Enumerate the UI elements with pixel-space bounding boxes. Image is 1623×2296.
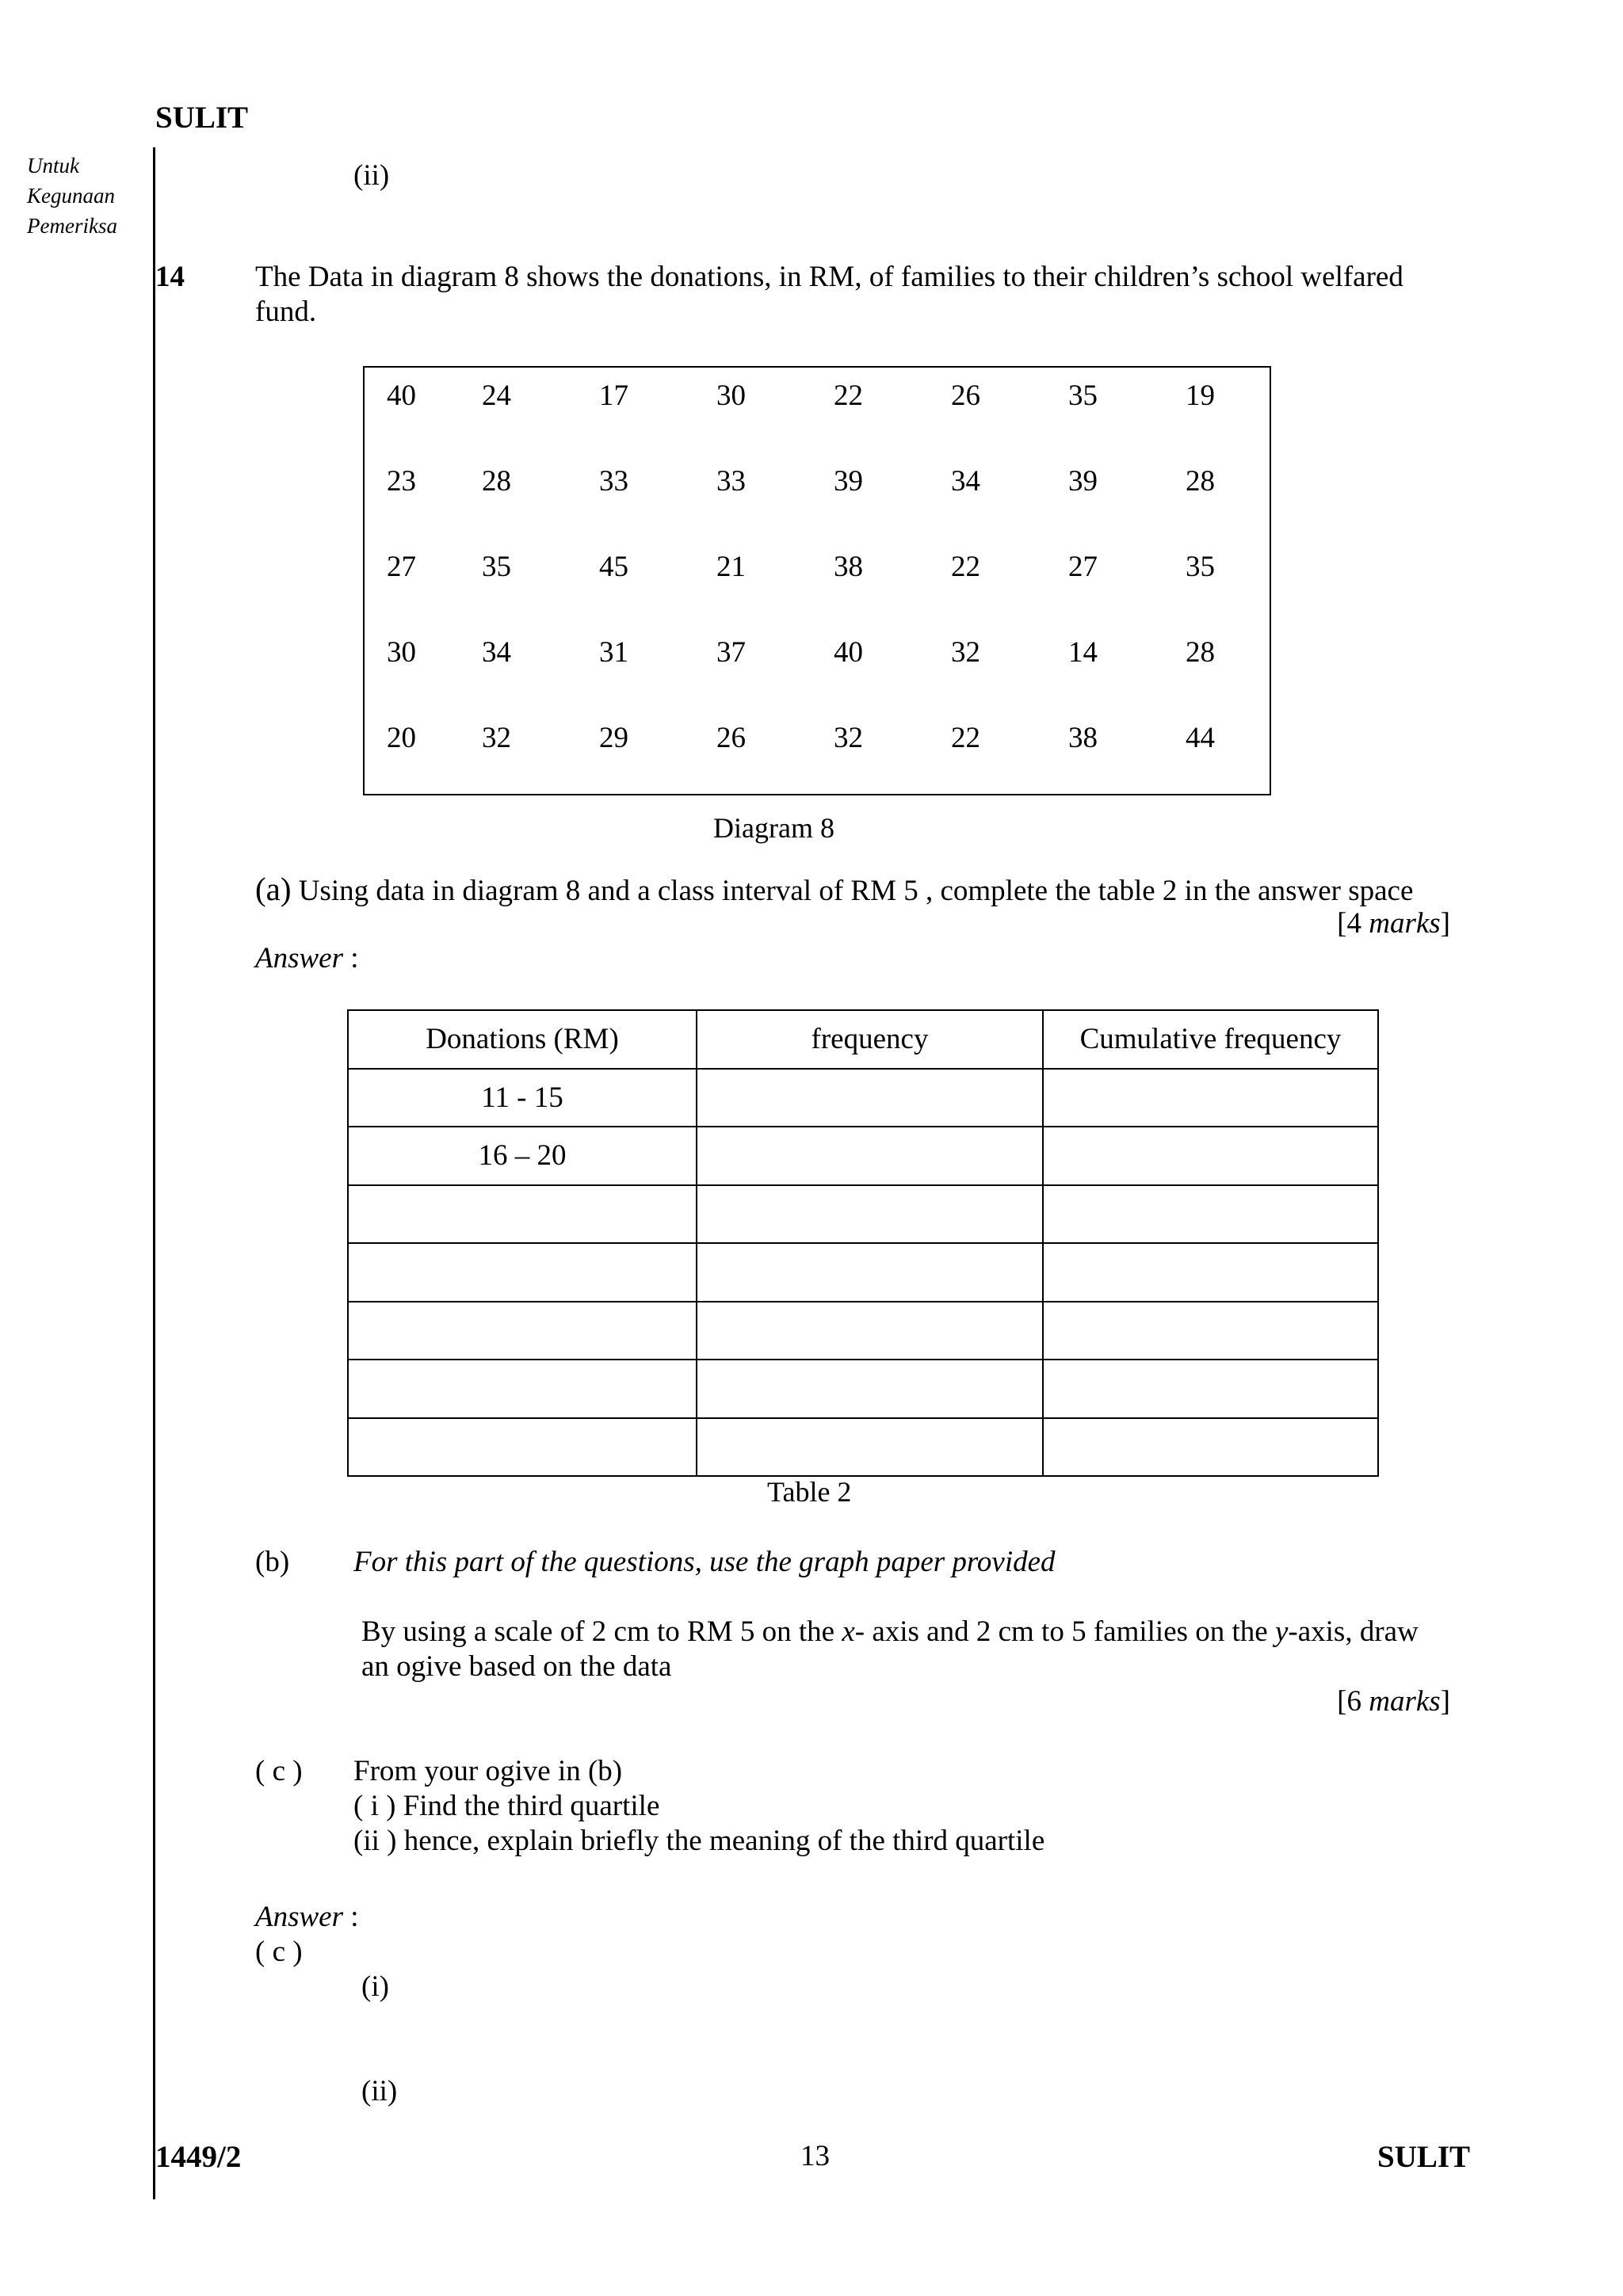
table-cell — [348, 1360, 697, 1418]
data-value: 29 — [599, 722, 628, 754]
data-value: 22 — [951, 551, 980, 583]
data-value: 32 — [834, 722, 863, 754]
table-header-cell: Donations (RM) — [348, 1010, 697, 1069]
table-row — [348, 1418, 1378, 1477]
answer-c-label: ( c ) — [255, 1936, 303, 1968]
data-value: 45 — [599, 551, 628, 583]
part-a-label: (a) — [255, 871, 292, 907]
data-value: 28 — [1186, 636, 1215, 669]
answer-c-ii-label: (ii) — [361, 2075, 398, 2107]
diagram-8-caption: Diagram 8 — [713, 812, 834, 844]
data-value: 39 — [1068, 465, 1098, 498]
data-value: 37 — [716, 636, 746, 669]
table-cell — [697, 1418, 1043, 1477]
data-value: 26 — [951, 379, 980, 412]
table-cell: 11 - 15 — [348, 1069, 697, 1127]
data-value: 32 — [951, 636, 980, 669]
table-cell — [1043, 1243, 1378, 1302]
answer-c-i-label: (i) — [361, 1970, 389, 2003]
table-cell — [697, 1302, 1043, 1360]
table-cell — [348, 1185, 697, 1244]
part-a-marks-close: ] — [1440, 907, 1450, 940]
part-c-line-3: (ii ) hence, explain briefly the meaning of the third quartile — [353, 1825, 1045, 1857]
data-value: 19 — [1186, 379, 1215, 412]
part-c-text — [353, 1754, 1044, 1859]
table-row — [348, 1127, 1378, 1185]
data-value: 30 — [716, 379, 746, 412]
table-row — [348, 1069, 1378, 1127]
table-cell — [348, 1243, 697, 1302]
table-cell — [697, 1243, 1043, 1302]
table-cell — [348, 1302, 697, 1360]
table-cell — [697, 1069, 1043, 1127]
answer-word: Answer — [255, 942, 343, 974]
margin-note-line-1: Untuk — [27, 154, 79, 177]
part-b-line-1-b: - axis and 2 cm to 5 families on the — [854, 1615, 1275, 1648]
table-2-caption: Table 2 — [767, 1476, 852, 1508]
data-value: 22 — [951, 722, 980, 754]
table-2 — [347, 1009, 1379, 1477]
part-a-instruction: Using data in diagram 8 and a class interval of RM 5 , complete the table 2 in the answer space — [298, 875, 1414, 907]
data-value: 23 — [387, 465, 416, 498]
table-cell — [697, 1127, 1043, 1185]
data-value: 31 — [599, 636, 628, 669]
part-c-answer-label — [255, 1900, 359, 1935]
data-value: 33 — [599, 465, 628, 498]
part-b-line-2: an ogive based on the data — [361, 1650, 672, 1683]
table-row — [348, 1302, 1378, 1360]
examiner-use-note — [27, 151, 117, 241]
data-value: 34 — [951, 465, 980, 498]
footer-sulit: SULIT — [1377, 2140, 1471, 2174]
margin-note-line-2: Kegunaan — [27, 184, 115, 208]
table-cell — [697, 1360, 1043, 1418]
question-number: 14 — [155, 261, 185, 293]
part-b-line-1-a: By using a scale of 2 cm to RM 5 on the — [361, 1615, 842, 1648]
part-a-marks-word: marks — [1369, 907, 1441, 940]
data-value: 38 — [834, 551, 863, 583]
data-value: 24 — [482, 379, 511, 412]
margin-rule — [153, 147, 155, 2199]
table-row — [348, 1243, 1378, 1302]
data-value: 35 — [1068, 379, 1098, 412]
part-b-instruction: For this part of the questions, use the graph paper provided — [353, 1546, 1056, 1578]
data-value: 26 — [716, 722, 746, 754]
table-header-cell: frequency — [697, 1010, 1043, 1069]
table-cell — [1043, 1360, 1378, 1418]
page-number: 13 — [800, 2140, 830, 2172]
data-value: 38 — [1068, 722, 1098, 754]
data-value: 39 — [834, 465, 863, 498]
table-header-cell: Cumulative frequency — [1043, 1010, 1378, 1069]
data-value: 30 — [387, 636, 416, 669]
part-b-marks — [1189, 1684, 1450, 1719]
data-value: 40 — [387, 379, 416, 412]
data-value: 44 — [1186, 722, 1215, 754]
header-sulit: SULIT — [155, 101, 249, 135]
part-a-marks-open: [4 — [1337, 907, 1369, 940]
answer-colon: : — [343, 942, 359, 974]
y-axis-symbol: y — [1274, 1615, 1289, 1648]
data-value: 35 — [482, 551, 511, 583]
part-b-marks-close: ] — [1440, 1685, 1450, 1718]
paper-code: 1449/2 — [155, 2140, 242, 2174]
part-b-line-1-c: -axis, draw — [1288, 1615, 1419, 1648]
part-a-answer-label — [255, 941, 359, 976]
data-value: 33 — [716, 465, 746, 498]
data-value: 22 — [834, 379, 863, 412]
table-row — [348, 1360, 1378, 1418]
diagram-8-data-box — [363, 366, 1271, 795]
data-value: 34 — [482, 636, 511, 669]
table-cell — [1043, 1069, 1378, 1127]
data-value: 27 — [387, 551, 416, 583]
margin-note-line-3: Pemeriksa — [27, 214, 117, 238]
table-cell: 16 – 20 — [348, 1127, 697, 1185]
part-b-marks-open: [6 — [1337, 1685, 1369, 1718]
data-value: 14 — [1068, 636, 1098, 669]
table-cell — [1043, 1302, 1378, 1360]
part-b-line-1 — [361, 1615, 1471, 1650]
data-value: 35 — [1186, 551, 1215, 583]
part-c-line-1: From your ogive in (b) — [353, 1755, 623, 1787]
table-cell — [1043, 1127, 1378, 1185]
data-value: 28 — [1186, 465, 1215, 498]
part-c-label: ( c ) — [255, 1755, 303, 1787]
x-axis-symbol: x — [842, 1615, 855, 1648]
table-cell — [697, 1185, 1043, 1244]
part-b-marks-word: marks — [1369, 1685, 1441, 1718]
table-row — [348, 1185, 1378, 1244]
table-cell — [1043, 1418, 1378, 1477]
part-b-text — [361, 1615, 1471, 1684]
data-value: 17 — [599, 379, 628, 412]
table-header-row — [348, 1010, 1378, 1069]
part-b-label: (b) — [255, 1546, 290, 1578]
part-a-text — [255, 871, 1413, 909]
part-a-marks — [1189, 906, 1450, 941]
answer-c-word: Answer — [255, 1901, 343, 1933]
data-value: 20 — [387, 722, 416, 754]
data-value: 32 — [482, 722, 511, 754]
table-cell — [1043, 1185, 1378, 1244]
data-value: 21 — [716, 551, 746, 583]
answer-c-colon: : — [343, 1901, 359, 1933]
data-value: 28 — [482, 465, 511, 498]
question-text: The Data in diagram 8 shows the donations, in RM, of families to their children’s school welfared fund. — [255, 261, 1403, 328]
table-cell — [348, 1418, 697, 1477]
part-c-line-2: ( i ) Find the third quartile — [353, 1790, 660, 1822]
data-value: 27 — [1068, 551, 1098, 583]
previous-part-label: (ii) — [353, 159, 390, 192]
data-value: 40 — [834, 636, 863, 669]
